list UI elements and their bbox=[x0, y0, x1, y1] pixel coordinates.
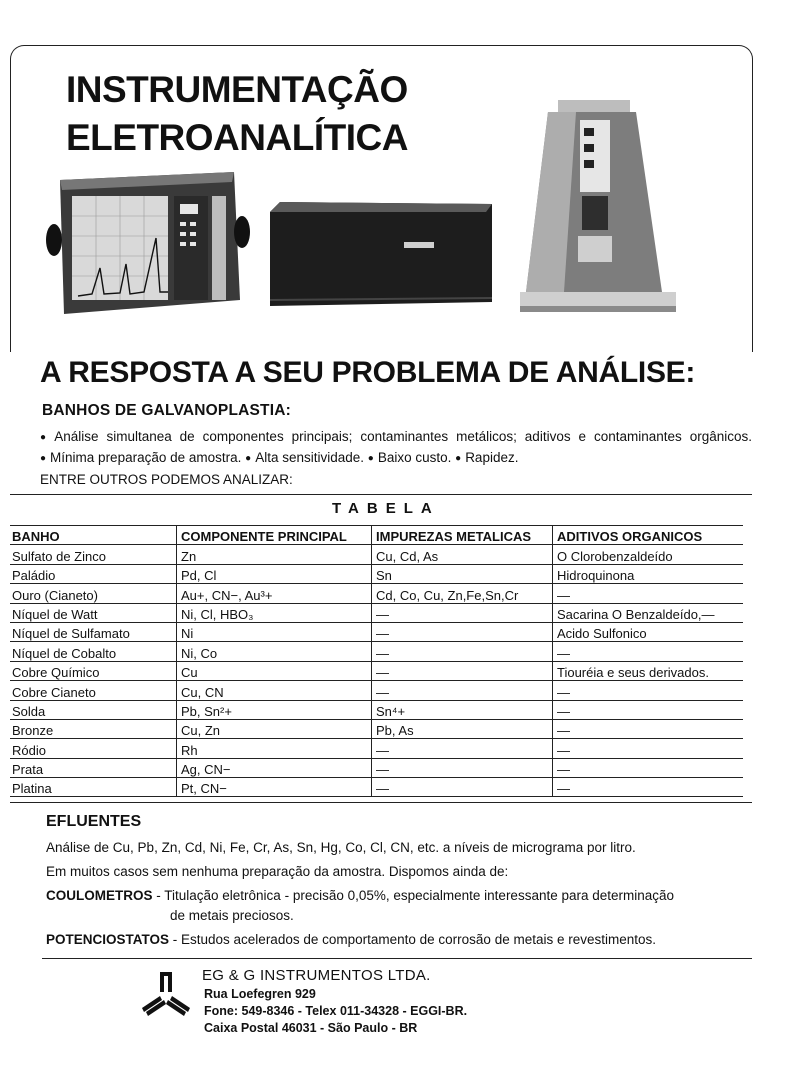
cell-aditivos: — bbox=[553, 739, 744, 758]
cell-impurezas: — bbox=[372, 661, 553, 680]
coulometros-paragraph bbox=[46, 886, 752, 906]
cell-impurezas: Pb, As bbox=[372, 719, 553, 738]
cell-impurezas: Sn⁴+ bbox=[372, 700, 553, 719]
table-row bbox=[10, 603, 743, 622]
cell-aditivos: — bbox=[553, 700, 744, 719]
cell-impurezas: — bbox=[372, 603, 553, 622]
efluentes-heading: EFLUENTES bbox=[46, 813, 142, 830]
cell-componente: Ni bbox=[177, 622, 372, 641]
cell-componente: Au+, CN−, Au³+ bbox=[177, 584, 372, 603]
cell-banho: Níquel de Sulfamato bbox=[10, 622, 177, 641]
company-street: Rua Loefegren 929 bbox=[204, 987, 316, 1001]
cell-banho: Níquel de Cobalto bbox=[10, 642, 177, 661]
cell-aditivos: O Clorobenzaldeído bbox=[553, 545, 744, 564]
eg-and-g-logo-icon bbox=[142, 970, 190, 1020]
analysis-intro: ENTRE OUTROS PODEMOS ANALIZAR: bbox=[40, 472, 293, 487]
cell-aditivos: Tiouréia e seus derivados. bbox=[553, 661, 744, 680]
cell-aditivos: Acido Sulfonico bbox=[553, 622, 744, 641]
cell-componente: Cu, Zn bbox=[177, 719, 372, 738]
bullet-icon: ● bbox=[455, 453, 462, 464]
cell-componente: Cu bbox=[177, 661, 372, 680]
cell-componente: Pb, Sn²+ bbox=[177, 700, 372, 719]
potenciostatos-text: - Estudos acelerados de comportamento de corrosão de metais e revestimentos. bbox=[169, 932, 657, 947]
cell-banho: Solda bbox=[10, 700, 177, 719]
recorder-instrument-photo bbox=[44, 168, 256, 318]
cell-banho: Paládio bbox=[10, 564, 177, 583]
header-banho: BANHO bbox=[10, 526, 177, 545]
header-componente: COMPONENTE PRINCIPAL bbox=[177, 526, 372, 545]
hero-title bbox=[66, 66, 466, 162]
feature-5: Rapidez. bbox=[465, 450, 519, 465]
feature-2: Mínima preparação de amostra. bbox=[50, 450, 242, 465]
cell-impurezas: — bbox=[372, 739, 553, 758]
cell-impurezas: Cd, Co, Cu, Zn,Fe,Sn,Cr bbox=[372, 584, 553, 603]
cell-impurezas: — bbox=[372, 778, 553, 797]
coulometros-text: - Titulação eletrônica - precisão 0,05%, especialmente interessante para determinação bbox=[152, 888, 675, 903]
cell-aditivos: — bbox=[553, 584, 744, 603]
cell-aditivos: Hidroquinona bbox=[553, 564, 744, 583]
divider bbox=[10, 802, 752, 803]
cell-impurezas: — bbox=[372, 622, 553, 641]
cell-impurezas: Cu, Cd, As bbox=[372, 545, 553, 564]
cell-banho: Platina bbox=[10, 778, 177, 797]
efluentes-paragraph-1: Análise de Cu, Pb, Zn, Cd, Ni, Fe, Cr, As, Sn, Hg, Co, Cl, CN, etc. a níveis de micrograma por litro. bbox=[46, 840, 636, 855]
cell-banho: Níquel de Watt bbox=[10, 603, 177, 622]
feature-1: Análise simultanea de componentes principais; contaminantes metálicos; aditivos e contaminantes orgânicos. bbox=[54, 429, 752, 444]
control-unit-photo bbox=[266, 200, 496, 310]
banhos-heading: BANHOS DE GALVANOPLASTIA: bbox=[42, 402, 291, 419]
bullet-icon: ● bbox=[40, 453, 47, 464]
cell-aditivos: — bbox=[553, 681, 744, 700]
cell-componente: Rh bbox=[177, 739, 372, 758]
cell-impurezas: — bbox=[372, 642, 553, 661]
cell-banho: Sulfato de Zinco bbox=[10, 545, 177, 564]
company-name: EG & G INSTRUMENTOS LTDA. bbox=[202, 967, 431, 984]
cell-componente: Pd, Cl bbox=[177, 564, 372, 583]
header-aditivos: ADITIVOS ORGANICOS bbox=[553, 526, 744, 545]
table-row bbox=[10, 642, 743, 661]
table-row bbox=[10, 700, 743, 719]
feature-4: Baixo custo. bbox=[377, 450, 452, 465]
cell-componente: Ni, Cl, HBO₃ bbox=[177, 603, 372, 622]
table-header-row bbox=[10, 526, 743, 545]
table-row bbox=[10, 739, 743, 758]
cell-impurezas: Sn bbox=[372, 564, 553, 583]
table-row bbox=[10, 681, 743, 700]
electrode-stand-photo bbox=[518, 96, 678, 314]
analysis-table bbox=[10, 525, 743, 797]
header-impurezas: IMPUREZAS METALICAS bbox=[372, 526, 553, 545]
cell-componente: Zn bbox=[177, 545, 372, 564]
company-phone: Fone: 549-8346 - Telex 011-34328 - EGGI-BR. bbox=[204, 1004, 468, 1018]
cell-aditivos: Sacarina O Benzaldeído,— bbox=[553, 603, 744, 622]
potenciostatos-label: POTENCIOSTATOS bbox=[46, 932, 170, 947]
cell-banho: Cobre Cianeto bbox=[10, 681, 177, 700]
cell-aditivos: — bbox=[553, 758, 744, 777]
banhos-features bbox=[40, 427, 752, 469]
table-row bbox=[10, 778, 743, 797]
main-headline: A RESPOSTA A SEU PROBLEMA DE ANÁLISE: bbox=[40, 356, 696, 389]
cell-banho: Bronze bbox=[10, 719, 177, 738]
table-row bbox=[10, 661, 743, 680]
table-row bbox=[10, 622, 743, 641]
hero-title-line2: ELETROANALÍTICA bbox=[66, 117, 408, 158]
cell-impurezas: — bbox=[372, 758, 553, 777]
feature-3: Alta sensitividade. bbox=[255, 450, 365, 465]
cell-componente: Cu, CN bbox=[177, 681, 372, 700]
coulometros-label: COULOMETROS bbox=[46, 888, 153, 903]
divider bbox=[42, 958, 752, 959]
bullet-icon: ● bbox=[245, 453, 252, 464]
cell-aditivos: — bbox=[553, 642, 744, 661]
cell-banho: Ródio bbox=[10, 739, 177, 758]
table-row bbox=[10, 758, 743, 777]
cell-componente: Ag, CN− bbox=[177, 758, 372, 777]
cell-aditivos: — bbox=[553, 719, 744, 738]
table-row bbox=[10, 545, 743, 564]
cell-banho: Ouro (Cianeto) bbox=[10, 584, 177, 603]
cell-banho: Cobre Químico bbox=[10, 661, 177, 680]
coulometros-continuation: de metais preciosos. bbox=[170, 908, 294, 923]
table-row bbox=[10, 584, 743, 603]
table-title: TABELA bbox=[332, 500, 440, 517]
potenciostatos-paragraph bbox=[46, 930, 656, 950]
cell-banho: Prata bbox=[10, 758, 177, 777]
table-row bbox=[10, 719, 743, 738]
cell-aditivos: — bbox=[553, 778, 744, 797]
bullet-icon: ● bbox=[40, 432, 51, 443]
table-row bbox=[10, 564, 743, 583]
cell-componente: Pt, CN− bbox=[177, 778, 372, 797]
divider bbox=[10, 494, 752, 495]
table-body bbox=[10, 545, 743, 797]
hero-title-line1: INSTRUMENTAÇÃO bbox=[66, 69, 408, 110]
bullet-icon: ● bbox=[367, 453, 374, 464]
cell-impurezas: — bbox=[372, 681, 553, 700]
efluentes-paragraph-2: Em muitos casos sem nenhuma preparação da amostra. Dispomos ainda de: bbox=[46, 864, 509, 879]
company-postal: Caixa Postal 46031 - São Paulo - BR bbox=[204, 1021, 418, 1035]
cell-componente: Ni, Co bbox=[177, 642, 372, 661]
